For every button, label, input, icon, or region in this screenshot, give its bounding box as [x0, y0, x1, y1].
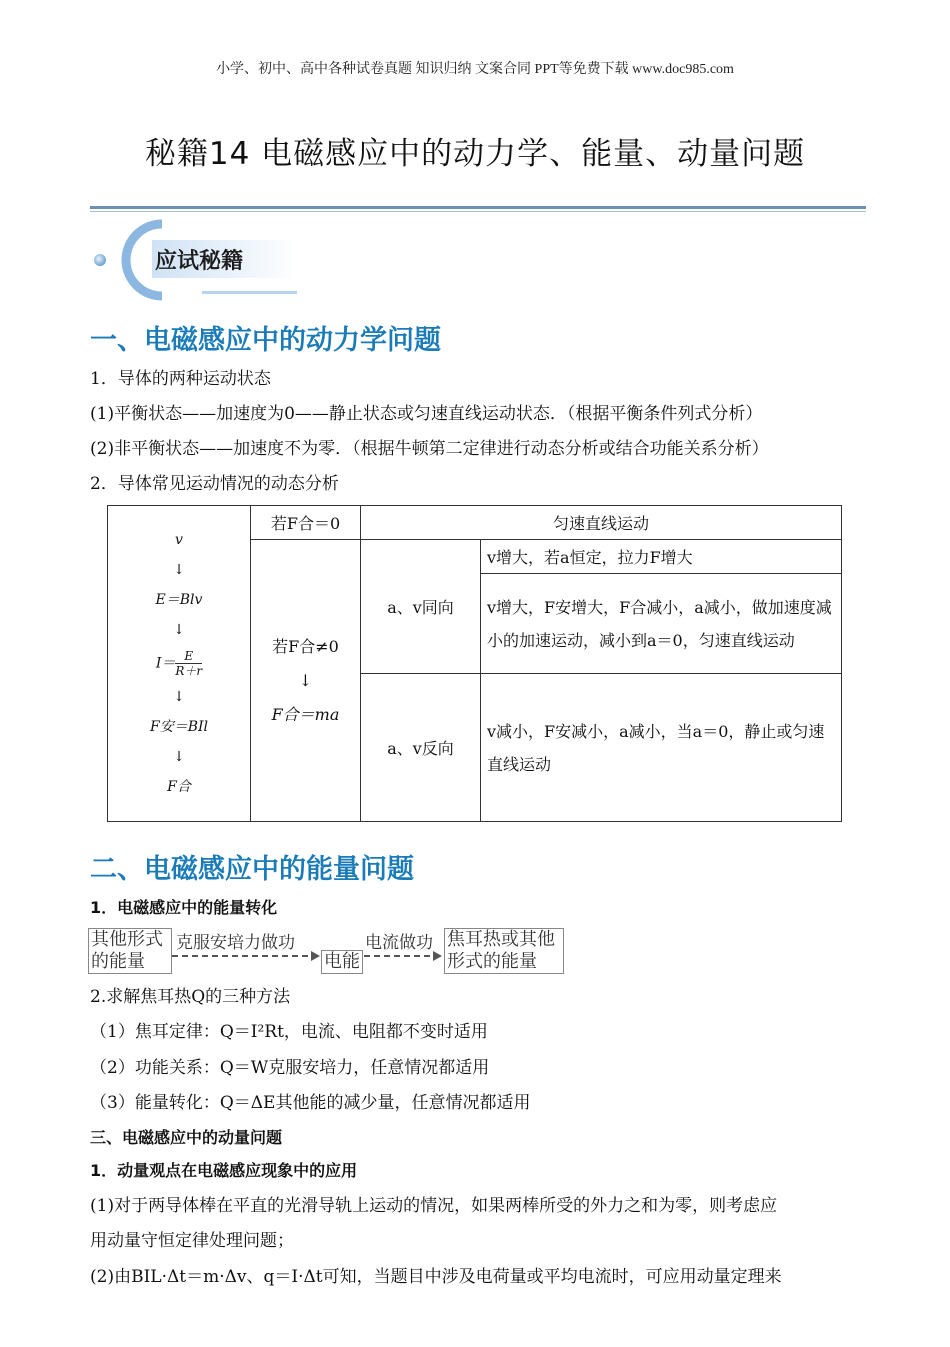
s2-subheading: 1．电磁感应中的能量转化 [90, 898, 278, 917]
cond-nonzero-arrow: ↓ [298, 670, 313, 690]
s1-line-4: 2．导体常见运动情况的动态分析 [90, 474, 339, 494]
s3-line-2: 用动量守恒定律处理问题； [90, 1231, 294, 1251]
section2-heading: 二、电磁感应中的能量问题 [90, 854, 414, 885]
s1-line-1: 1．导体的两种运动状态 [90, 369, 271, 389]
newton-law: F合＝ma [271, 704, 340, 724]
flow-arrow-1 [172, 955, 318, 957]
cond-zero-cell: 若F合＝0 [251, 506, 361, 540]
s3-subheading: 1．动量观点在电磁感应现象中的应用 [90, 1161, 358, 1180]
flow-box-joule-heat [444, 928, 564, 974]
flow-box-1-line-1: 其他形式 [91, 929, 163, 950]
fraction-denominator: R＋r [175, 664, 203, 678]
s2-line-3: （2）功能关系：Q＝W克服安培力，任意情况都适用 [90, 1058, 490, 1078]
s2-line-2: （1）焦耳定律：Q＝I²Rt，电流、电阻都不变时适用 [90, 1022, 488, 1042]
derivation-chain-cell [108, 506, 251, 822]
same-case-1: v增大，若a恒定，拉力F增大 [481, 540, 842, 574]
fraction-numerator: E [175, 649, 202, 664]
chain-net-force: F合 [167, 779, 191, 795]
chain-arrow-3: ↓ [173, 689, 185, 705]
flow-label-current-work: 电流做功 [365, 933, 433, 953]
flow-box-3-line-1: 焦耳热或其他 [447, 929, 555, 950]
chain-ampere-force: F安＝BIl [149, 719, 208, 735]
chain-current [114, 649, 244, 678]
same-case-2: v增大，F安增大，F合减小，a减小，做加速度减小的加速运动，减小到a＝0，匀速直线运动 [481, 574, 842, 674]
cond-nonzero-cell [251, 540, 361, 822]
chain-current-lhs: I＝ [155, 655, 176, 672]
s3-line-3: (2)由BIL·Δt＝m·Δv、q＝I·Δt可知，当题目中涉及电荷量或平均电流时，可应用动量定理来 [90, 1267, 782, 1287]
s3-line-1: (1)对于两导体棒在平直的光滑导轨上运动的情况，如果两棒所受的外力之和为零，则考虑应 [90, 1196, 778, 1216]
chain-current-fraction [175, 649, 202, 678]
result-zero-cell: 匀速直线运动 [361, 506, 842, 540]
flow-box-3-line-2: 形式的能量 [447, 951, 537, 972]
chain-arrow-2: ↓ [173, 622, 185, 638]
flow-box-other-energy [88, 928, 172, 974]
section3-heading: 三、电磁感应中的动量问题 [90, 1128, 283, 1147]
chain-emf: E＝Blv [155, 592, 203, 608]
energy-flow-diagram [88, 928, 568, 978]
opposite-direction-cell: a、v反向 [361, 674, 481, 822]
page-title: 秘籍14 电磁感应中的动力学、能量、动量问题 [144, 136, 806, 172]
chain-arrow-4: ↓ [173, 749, 185, 765]
s2-line-4: （3）能量转化：Q＝ΔE其他能的减少量，任意情况都适用 [90, 1093, 531, 1113]
section-badge [92, 218, 302, 302]
s1-line-3: (2)非平衡状态——加速度不为零．（根据牛顿第二定律进行动态分析或结合功能关系分析） [90, 439, 769, 459]
section1-heading: 一、电磁感应中的动力学问题 [90, 325, 441, 356]
title-divider-thin [90, 211, 866, 212]
cond-nonzero-label: 若F合≠0 [272, 636, 339, 656]
chain-v: v [175, 532, 183, 548]
s2-line-1: 2.求解焦耳热Q的三种方法 [90, 987, 291, 1007]
same-direction-cell: a、v同向 [361, 540, 481, 674]
badge-label: 应试秘籍 [155, 249, 244, 274]
title-divider [90, 206, 866, 209]
flow-label-overcome-ampere: 克服安培力做功 [176, 933, 295, 953]
flow-box-1-line-2: 的能量 [91, 951, 145, 972]
dynamics-analysis-table [107, 505, 842, 822]
flow-arrow-2 [364, 955, 440, 957]
chain-arrow-1: ↓ [173, 562, 185, 578]
page-header: 小学、初中、高中各种试卷真题 知识归纳 文案合同 PPT等免费下载 www.doc985.com [216, 62, 734, 77]
s1-line-2: (1)平衡状态——加速度为0——静止状态或匀速直线运动状态．（根据平衡条件列式分析） [90, 404, 763, 424]
opposite-case-1: v减小，F安减小，a减小，当a＝0，静止或匀速直线运动 [481, 674, 842, 822]
flow-box-electric-energy: 电能 [321, 950, 363, 974]
